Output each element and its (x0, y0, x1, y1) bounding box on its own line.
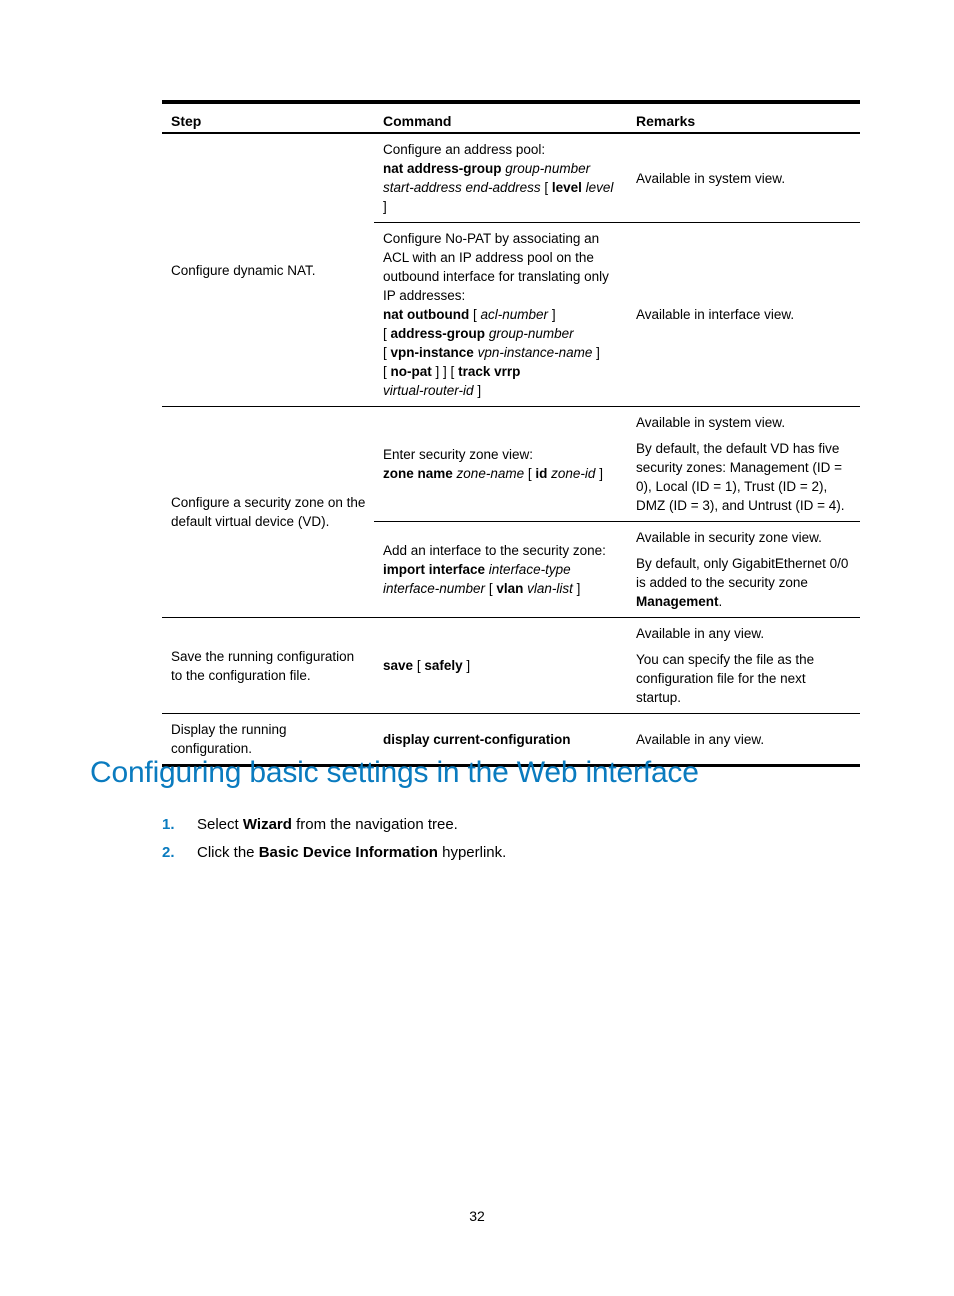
table-header-row (162, 102, 860, 133)
step-cell: Save the running configuration to the configuration file. (162, 618, 374, 714)
argument: acl-number (480, 307, 549, 322)
step-number: 2. (162, 844, 175, 861)
keyword: track vrrp (458, 364, 521, 379)
argument: interface-type interface-number (383, 562, 571, 596)
command-syntax (383, 305, 619, 400)
step-list (162, 816, 506, 872)
argument: group-number (505, 161, 591, 176)
bracket: ] (599, 466, 603, 481)
bracket: [ (473, 307, 477, 322)
remarks-cell (627, 522, 860, 618)
bracket: [ (383, 364, 387, 379)
command-cell (374, 522, 627, 618)
command-syntax (383, 560, 619, 598)
ui-label-bold: Wizard (242, 816, 292, 833)
argument: start-address end-address (383, 180, 541, 195)
argument: level (585, 180, 614, 195)
bracket: [ (383, 326, 387, 341)
step-text: Click the (197, 844, 255, 861)
step-text: from the navigation tree. (296, 816, 458, 833)
command-cell (374, 407, 627, 522)
argument: zone-id (551, 466, 596, 481)
remarks-text: By default, the default VD has five security zones: Management (ID = 0), Local (ID = 1), Trust (ID = 2), DMZ (ID = 3), and Untrust (ID = 4). (636, 441, 845, 513)
remarks-cell: Available in system view. (627, 133, 860, 223)
remarks-fragment: . (718, 594, 723, 609)
keyword: safely (424, 658, 463, 673)
bracket: ] (576, 581, 581, 596)
zone-name-bold: Management (636, 594, 719, 609)
table-row (162, 618, 860, 714)
bracket: [ (544, 180, 549, 195)
bracket: [ (416, 658, 421, 673)
header-step: Step (162, 102, 374, 133)
argument: virtual-router-id (383, 383, 474, 398)
section-title: Configuring basic settings in the Web interface (90, 756, 699, 789)
command-intro: Configure an address pool: (383, 142, 546, 157)
remarks-text: Available in system view. (636, 415, 786, 430)
bracket: ] (551, 307, 556, 322)
keyword: zone name (383, 466, 453, 481)
command-syntax (383, 464, 619, 483)
step-cell: Configure dynamic NAT. (162, 133, 374, 407)
remarks-cell: Available in any view. (636, 731, 765, 747)
keyword: vpn-instance (390, 345, 474, 360)
keyword: display current-configuration (383, 731, 571, 747)
step-text: hyperlink. (442, 844, 507, 861)
keyword: nat address-group (383, 161, 502, 176)
list-item (162, 844, 506, 872)
argument: vpn-instance-name (477, 345, 593, 360)
keyword: no-pat (390, 364, 432, 379)
keyword: id (535, 466, 548, 481)
header-command: Command (374, 102, 627, 133)
remarks-cell (627, 407, 860, 522)
page-number: 32 (469, 1208, 485, 1224)
command-table (162, 100, 860, 767)
step-text: Select (197, 816, 239, 833)
keyword: nat outbound (383, 307, 470, 322)
keyword: import interface (383, 562, 486, 577)
keyword: save (383, 658, 414, 673)
command-intro: Add an interface to the security zone: (383, 543, 606, 558)
argument: vlan-list (527, 581, 573, 596)
remarks-text: You can specify the file as the configuration file for the next startup. (636, 652, 815, 705)
command-intro: Enter security zone view: (383, 447, 534, 462)
step-cell: Configure a security zone on the default virtual device (VD). (162, 407, 374, 618)
bracket: [ (527, 466, 532, 481)
remarks-cell (627, 618, 860, 714)
keyword: vlan (496, 581, 524, 596)
keyword: address-group (390, 326, 486, 341)
bracket: ] (383, 199, 387, 214)
bracket: ] (477, 383, 482, 398)
remarks-cell: Available in interface view. (627, 223, 860, 407)
list-item (162, 816, 506, 844)
command-cell (374, 618, 627, 714)
command-cell (374, 133, 627, 223)
bracket: [ (488, 581, 493, 596)
bracket: [ (383, 345, 387, 360)
command-intro: Configure No-PAT by associating an ACL with an IP address pool on the outbound interface for translating only IP addresses: (383, 231, 609, 303)
remarks-text (636, 554, 852, 611)
argument: group-number (488, 326, 574, 341)
table-row (162, 407, 860, 522)
remarks-text: Available in any view. (636, 626, 765, 641)
keyword: level (551, 180, 582, 195)
bracket: ] ] [ (435, 364, 455, 379)
argument: zone-name (456, 466, 525, 481)
command-cell (374, 223, 627, 407)
bracket: ] (466, 658, 471, 673)
remarks-fragment: By default, only GigabitEthernet 0/0 is added to the security zone (636, 556, 849, 590)
table-row (162, 133, 860, 223)
step-number: 1. (162, 816, 175, 833)
header-remarks: Remarks (627, 102, 860, 133)
step-cell: Display the running configuration. (171, 722, 287, 756)
bracket: ] (596, 345, 600, 360)
remarks-text: Available in security zone view. (636, 530, 822, 545)
command-syntax (383, 159, 619, 216)
ui-label-bold: Basic Device Information (258, 844, 438, 861)
